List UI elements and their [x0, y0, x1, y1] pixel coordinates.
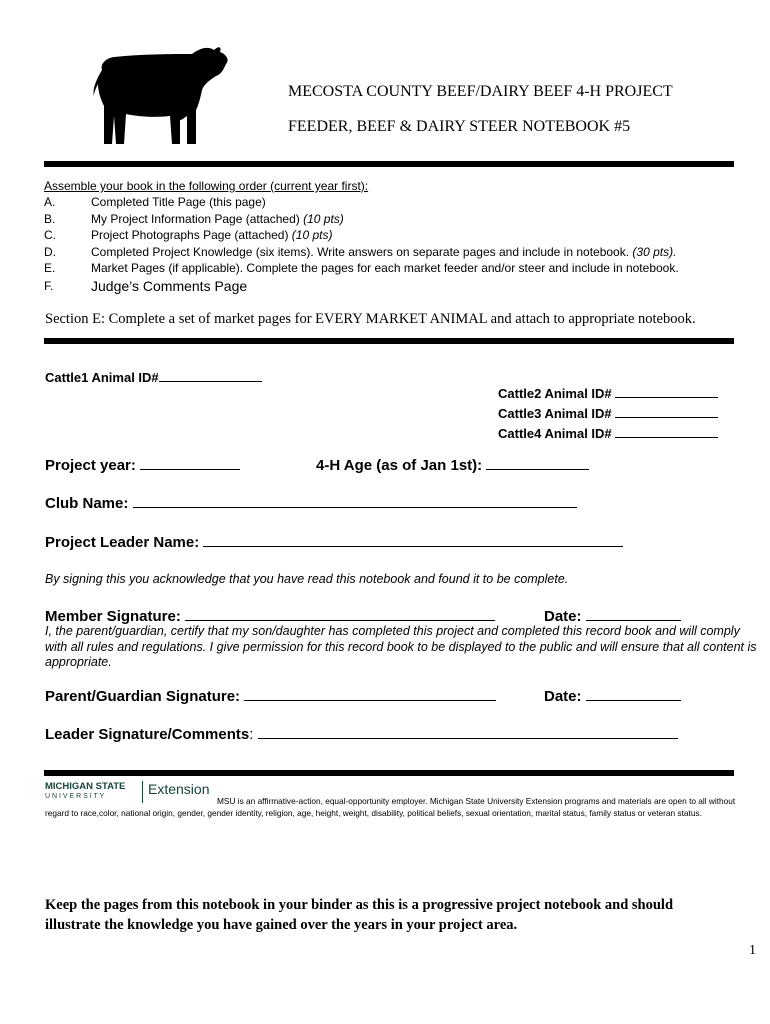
cattle2-input[interactable]	[615, 383, 718, 398]
acknowledge-text: By signing this you acknowledge that you have read this notebook and found it to be complete.	[45, 572, 569, 586]
member-signature-input[interactable]	[185, 606, 495, 621]
divider-rule	[44, 338, 734, 344]
club-name-input[interactable]	[133, 493, 577, 508]
title-line-2: FEEDER, BEEF & DAIRY STEER NOTEBOOK #5	[288, 118, 631, 135]
parent-signature-field: Parent/Guardian Signature:	[45, 686, 496, 705]
cattle3-field: Cattle3 Animal ID#	[498, 403, 718, 423]
disclaimer-line-1: MSU is an affirmative-action, equal-opportunity employer. Michigan State University Extension programs and materials are open to all without	[217, 796, 736, 806]
list-item: E. Market Pages (if applicable). Complete the pages for each market feeder and/or steer and include in notebook.	[44, 261, 679, 276]
age-input[interactable]	[486, 455, 589, 470]
cattle1-field: Cattle1 Animal ID#	[45, 367, 262, 385]
leader-name-input[interactable]	[203, 532, 623, 547]
parent-date-input[interactable]	[586, 686, 681, 701]
cattle2-field: Cattle2 Animal ID#	[498, 383, 718, 403]
instructions-heading: Assemble your book in the following order (current year first):	[44, 179, 369, 193]
parent-date-field: Date:	[544, 686, 681, 705]
keep-pages-note: Keep the pages from this notebook in your binder as this is a progressive project notebook and should illustrate the knowledge you have gained over the years in your project area.	[45, 897, 674, 933]
list-item: B. My Project Information Page (attached) (10 pts)	[44, 211, 344, 226]
cattle1-input[interactable]	[159, 367, 262, 382]
divider-rule	[44, 770, 734, 776]
cattle4-input[interactable]	[615, 423, 718, 438]
club-name-field: Club Name:	[45, 493, 577, 512]
member-signature-field: Member Signature:	[45, 606, 495, 625]
list-item: C. Project Photographs Page (attached) (10 pts)	[44, 228, 333, 243]
list-item: F. Judge’s Comments Page	[44, 278, 248, 295]
age-field: 4-H Age (as of Jan 1st):	[316, 455, 589, 474]
disclaimer-line-2: regard to race,color, national origin, gender, gender identity, religion, age, height, weight, disability, political beliefs, sexual orientation, marital status, family status or veteran status.	[45, 808, 702, 818]
leader-signature-field: Leader Signature/Comments:	[45, 724, 678, 743]
member-date-input[interactable]	[586, 606, 681, 621]
steer-icon	[92, 44, 232, 150]
project-year-field: Project year:	[45, 455, 240, 474]
leader-signature-input[interactable]	[258, 724, 678, 739]
list-item: A. Completed Title Page (this page)	[44, 195, 266, 210]
title-line-1: MECOSTA COUNTY BEEF/DAIRY BEEF 4-H PROJECT	[288, 83, 673, 100]
cattle-ids-group	[498, 383, 718, 443]
cattle4-field: Cattle4 Animal ID#	[498, 423, 718, 443]
member-date-field: Date:	[544, 606, 681, 625]
list-item: D. Completed Project Knowledge (six items). Write answers on separate pages and include in notebook. (30 pts).	[44, 244, 677, 259]
page-number: 1	[749, 943, 756, 958]
project-year-input[interactable]	[140, 455, 240, 470]
section-e-note: Section E: Complete a set of market pages for EVERY MARKET ANIMAL and attach to appropriate notebook.	[45, 311, 696, 327]
parent-signature-input[interactable]	[244, 686, 496, 701]
leader-name-field: Project Leader Name:	[45, 532, 623, 551]
cattle3-input[interactable]	[615, 403, 718, 418]
instructions-list	[44, 178, 744, 295]
divider-rule	[44, 161, 734, 167]
certify-text: I, the parent/guardian, certify that my son/daughter has completed this project and completed this record book and will comply with all rules and regulations. I give permission for this record book to be displayed to the public and will ensure that all content is appropriate.	[45, 624, 757, 669]
